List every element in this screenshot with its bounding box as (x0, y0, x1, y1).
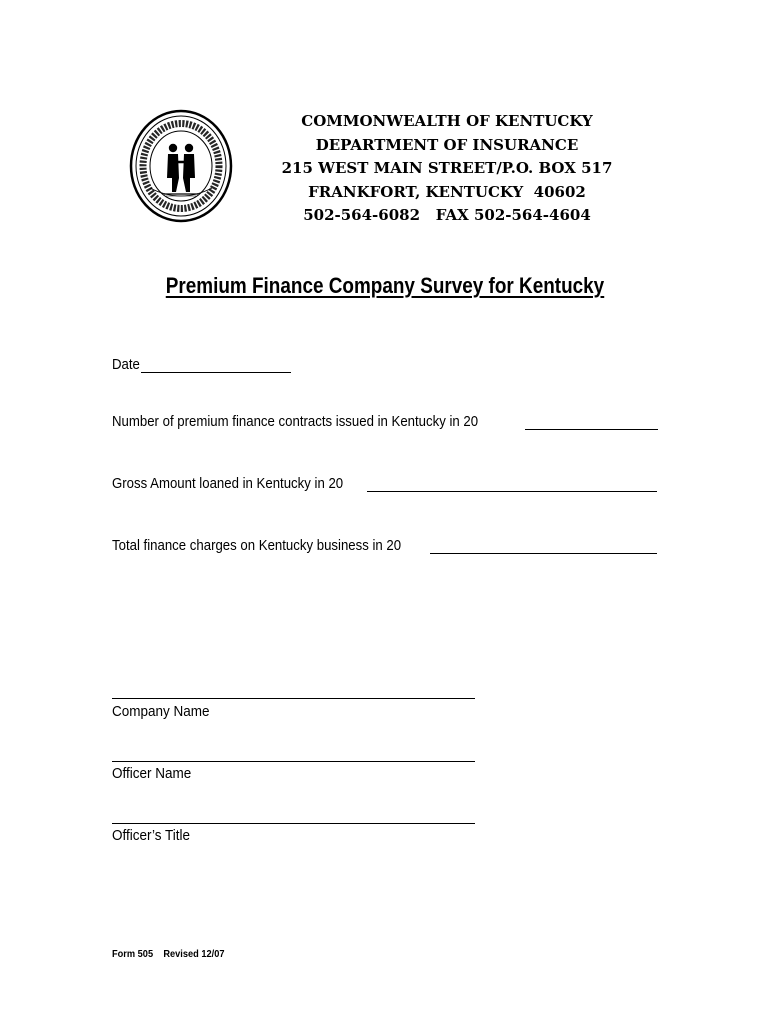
gross-amount-field (112, 475, 375, 492)
date-label: Date (112, 356, 140, 373)
contracts-input-line[interactable] (525, 413, 658, 430)
contracts-field (112, 413, 528, 430)
officer-title-label: Officer’s Title (112, 827, 191, 844)
officer-title-signature-line[interactable] (112, 823, 475, 824)
finance-charges-field (112, 537, 441, 554)
agency-city: FRANKFORT, KENTUCKY 40602 (308, 182, 586, 201)
agency-state: COMMONWEALTH OF KENTUCKY (301, 112, 593, 130)
form-footer: Form 505 Revised 12/07 (112, 948, 225, 960)
kentucky-seal-icon (128, 108, 234, 224)
finance-charges-label: Total finance charges on Kentucky business in 20 (112, 537, 402, 554)
officer-name-signature-line[interactable] (112, 761, 475, 762)
company-name-signature-line[interactable] (112, 698, 475, 699)
agency-header (270, 110, 624, 228)
form-title: Premium Finance Company Survey for Kentucky (165, 273, 605, 298)
contracts-label: Number of premium finance contracts issued in Kentucky in 20 (112, 413, 479, 430)
officer-name-label: Officer Name (112, 765, 192, 782)
date-input-line[interactable] (141, 356, 291, 373)
date-field (112, 356, 291, 373)
agency-street: 215 WEST MAIN STREET/P.O. BOX 517 (281, 159, 613, 177)
gross-amount-label: Gross Amount loaned in Kentucky in 20 (112, 475, 344, 492)
agency-phone: 502-564-6082 FAX 502-564-4604 (303, 206, 591, 224)
finance-charges-input-line[interactable] (430, 537, 657, 554)
company-name-label: Company Name (112, 703, 210, 720)
agency-department: DEPARTMENT OF INSURANCE (315, 135, 579, 154)
gross-amount-input-line[interactable] (367, 475, 657, 492)
